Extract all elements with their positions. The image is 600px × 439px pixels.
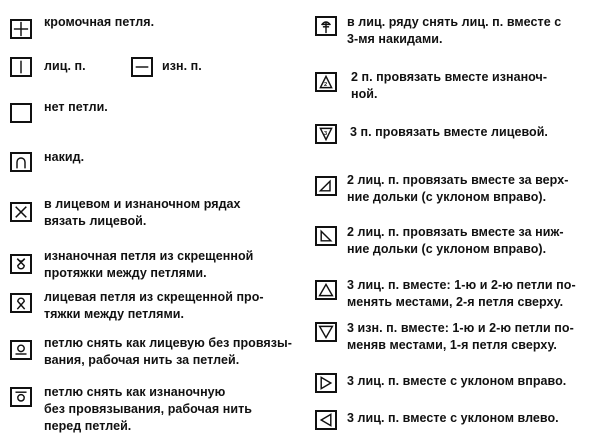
k2tog-back-right-label: 2 лиц. п. провязать вместе за верх- ние дольки (с уклоном вправо).	[347, 173, 569, 204]
k3-swap-up-triangle-icon	[315, 280, 337, 300]
no-stitch-label: нет петли.	[44, 100, 108, 114]
k2tog-front-right-icon	[315, 226, 337, 246]
purl-twisted-bar-icon	[10, 254, 32, 274]
purl-two-together-label: 2 п. провязать вместе изнаноч- ной.	[351, 70, 548, 101]
yarn-over-icon	[10, 152, 32, 172]
knit-both-rows-label: в лицевом и изнаночном рядах вязать лицевой.	[44, 197, 241, 228]
k3-swap-top-second-label: 3 лиц. п. вместе: 1-ю и 2-ю петли по- менять местами, 2-я петля сверху.	[347, 278, 576, 309]
k3tog-left-slant-label: 3 лиц. п. вместе с уклоном влево.	[347, 411, 559, 425]
knit-three-together-icon	[315, 124, 337, 144]
edge-stitch-icon	[10, 19, 32, 39]
p3-swap-top-first-label: 3 изн. п. вместе: 1-ю и 2-ю петли по- меняв местами, 1-я петля сверху.	[347, 321, 574, 352]
k3tog-right-slant-icon	[315, 373, 337, 393]
knit-stitch-label: лиц. п.	[44, 59, 86, 73]
purl-stitch-label: изн. п.	[162, 59, 202, 73]
knit-stitch-icon	[10, 57, 32, 77]
purl-two-together-icon	[315, 72, 337, 92]
knit-with-three-yarn-overs-label: в лиц. ряду снять лиц. п. вместе с 3-мя накидами.	[347, 15, 562, 46]
slip-knitwise-label: петлю снять как лицевую без провязы- вания, рабочая нить за петлей.	[44, 336, 292, 367]
knit-twisted-bar-label: лицевая петля из скрещенной про- тяжки между петлями.	[44, 290, 264, 321]
knit-both-rows-icon	[10, 202, 32, 222]
knit-three-together-label: 3 п. провязать вместе лицевой.	[350, 125, 548, 139]
p3-swap-down-triangle-icon	[315, 322, 337, 342]
knit-twisted-bar-icon	[10, 293, 32, 313]
k2tog-back-right-icon	[315, 176, 337, 196]
edge-stitch-label: кромочная петля.	[44, 15, 155, 29]
svg-text:3: 3	[324, 130, 328, 137]
k3tog-left-slant-icon	[315, 410, 337, 430]
knit-with-three-yarn-overs-icon	[315, 16, 337, 36]
purl-stitch-icon	[131, 57, 153, 77]
slip-purlwise-label: петлю снять как изнаночную без провязывания, рабочая нить перед петлей.	[44, 385, 252, 433]
yarn-over-label: накид.	[44, 150, 85, 164]
purl-twisted-bar-label: изнаночная петля из скрещенной протяжки между петлями.	[44, 249, 254, 280]
slip-purlwise-icon	[10, 387, 32, 407]
k3tog-right-slant-label: 3 лиц. п. вместе с уклоном вправо.	[347, 374, 567, 388]
k2tog-front-right-label: 2 лиц. п. провязать вместе за ниж- ние дольки (с уклоном вправо).	[347, 225, 564, 256]
svg-text:2: 2	[324, 82, 328, 88]
no-stitch-icon	[10, 103, 32, 123]
slip-knitwise-icon	[10, 340, 32, 360]
